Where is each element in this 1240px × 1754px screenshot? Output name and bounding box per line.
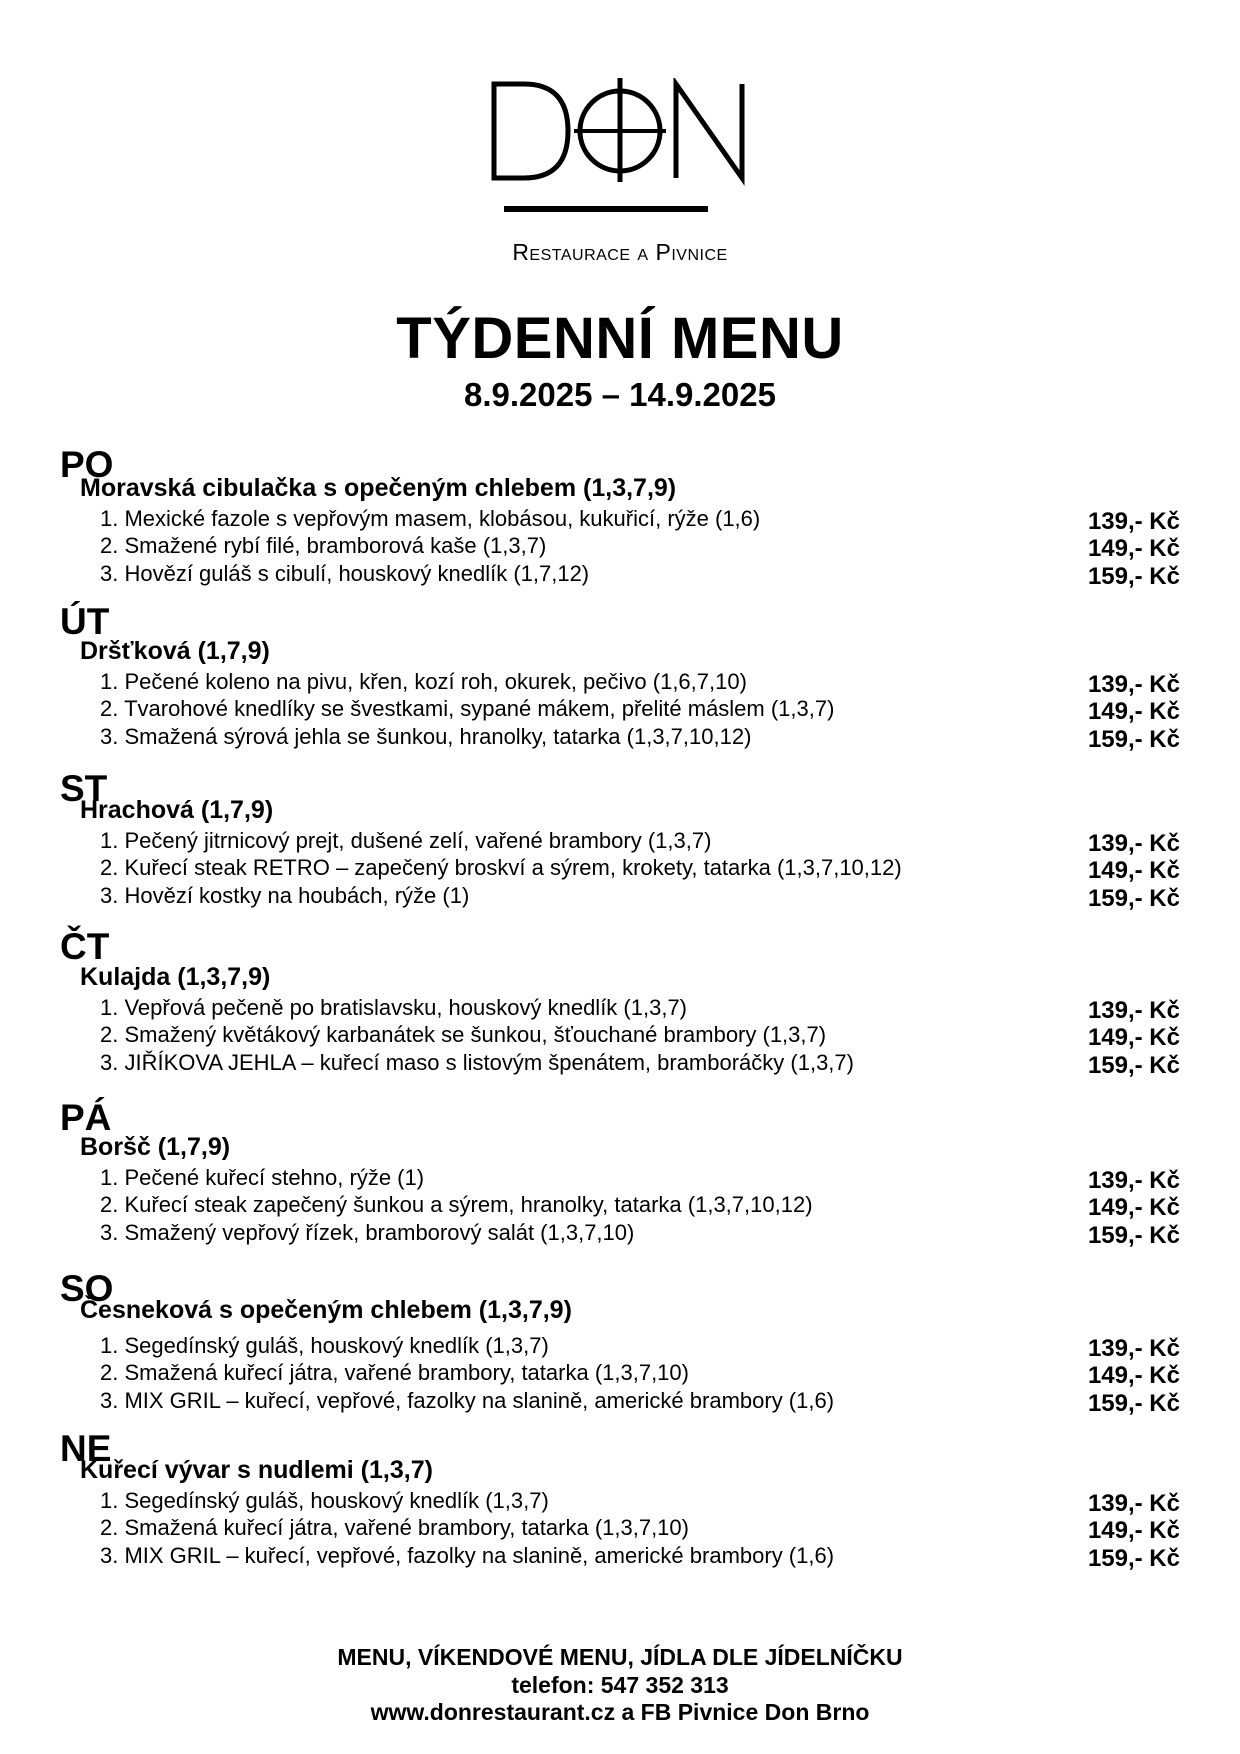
menu-item (100, 995, 1180, 1024)
menu-item-text: 2. Kuřecí steak zapečený šunkou a sýrem, hranolky, tatarka (1,3,7,10,12) (100, 1192, 813, 1217)
menu-item (100, 1220, 1180, 1249)
menu-item-price: 159,- Kč (1087, 726, 1180, 753)
menu-item-price: 149,- Kč (1087, 857, 1180, 884)
menu-item (100, 1488, 1180, 1517)
footer-phone: telefon: 547 352 313 (511, 1672, 729, 1698)
soup-of-the-day: Kulajda (1,3,7,9) (80, 963, 271, 991)
menu-item-text: 2. Smažená kuřecí játra, vařené brambory, tatarka (1,3,7,10) (100, 1360, 689, 1385)
menu-item-text: 2. Smažená kuřecí játra, vařené brambory, tatarka (1,3,7,10) (100, 1515, 689, 1540)
menu-item (100, 828, 1180, 857)
menu-item-text: 3. Hovězí guláš s cibulí, houskový knedlík (1,7,12) (100, 561, 590, 586)
footer-services: MENU, VÍKENDOVÉ MENU, JÍDLA DLE JÍDELNÍČKU (337, 1644, 903, 1670)
menu-item (100, 1022, 1180, 1051)
day-code: NE (60, 1428, 112, 1469)
menu-item-price: 159,- Kč (1087, 885, 1180, 912)
menu-item (100, 883, 1180, 912)
menu-item-price: 139,- Kč (1087, 508, 1180, 535)
menu-item-price: 149,- Kč (1087, 1362, 1180, 1389)
menu-item (100, 1192, 1180, 1221)
menu-item (100, 669, 1180, 698)
menu-item-text: 3. Hovězí kostky na houbách, rýže (1) (100, 883, 470, 908)
page-title: TÝDENNÍ MENU (396, 306, 844, 371)
menu-item-price: 159,- Kč (1087, 563, 1180, 590)
menu-item-price: 139,- Kč (1087, 1167, 1180, 1194)
menu-item-text: 3. Smažený vepřový řízek, bramborový salát (1,3,7,10) (100, 1220, 635, 1245)
menu-item (100, 724, 1180, 753)
menu-item-price: 139,- Kč (1087, 671, 1180, 698)
menu-item-price: 159,- Kč (1087, 1052, 1180, 1079)
soup-of-the-day: Česneková s opečeným chlebem (1,3,7,9) (80, 1296, 572, 1324)
logo-subtitle: Restaurace a Pivnice (512, 239, 728, 265)
menu-item (100, 533, 1180, 562)
menu-item-price: 139,- Kč (1087, 997, 1180, 1024)
day-code: ST (60, 768, 108, 809)
menu-item (100, 1333, 1180, 1362)
soup-of-the-day: Hrachová (1,7,9) (80, 796, 274, 824)
menu-item-price: 139,- Kč (1087, 830, 1180, 857)
soup-of-the-day: Moravská cibulačka s opečeným chlebem (1,3,7,9) (80, 474, 677, 502)
menu-item-price: 149,- Kč (1087, 1024, 1180, 1051)
menu-item-text: 1. Pečené kuřecí stehno, rýže (1) (100, 1165, 425, 1190)
menu-item-text: 2. Smažený květákový karbanátek se šunkou, šťouchané brambory (1,3,7) (100, 1022, 827, 1047)
footer-website: www.donrestaurant.cz a FB Pivnice Don Brno (370, 1699, 870, 1725)
menu-item-text: 3. MIX GRIL – kuřecí, vepřové, fazolky na slanině, americké brambory (1,6) (100, 1543, 835, 1568)
date-range: 8.9.2025 – 14.9.2025 (464, 376, 776, 413)
menu-item (100, 696, 1180, 725)
menu-item (100, 855, 1180, 884)
menu-item-text: 1. Pečené koleno na pivu, křen, kozí roh, okurek, pečivo (1,6,7,10) (100, 669, 747, 694)
menu-item (100, 1388, 1180, 1417)
don-logo-mark (490, 78, 750, 213)
menu-item (100, 506, 1180, 535)
day-code: ÚT (60, 601, 110, 642)
menu-item-price: 149,- Kč (1087, 1194, 1180, 1221)
day-code: PÁ (60, 1097, 112, 1138)
menu-item-price: 149,- Kč (1087, 698, 1180, 725)
menu-item-text: 2. Kuřecí steak RETRO – zapečený broskví a sýrem, krokety, tatarka (1,3,7,10,12) (100, 855, 902, 880)
menu-item-text: 1. Pečený jitrnicový prejt, dušené zelí, vařené brambory (1,3,7) (100, 828, 712, 853)
soup-of-the-day: Kuřecí vývar s nudlemi (1,3,7) (80, 1456, 433, 1484)
menu-item-price: 139,- Kč (1087, 1335, 1180, 1362)
menu-item (100, 1165, 1180, 1194)
menu-item-text: 2. Smažené rybí filé, bramborová kaše (1,3,7) (100, 533, 547, 558)
menu-item-text: 1. Segedínský guláš, houskový knedlík (1,3,7) (100, 1488, 549, 1513)
menu-item-price: 139,- Kč (1087, 1490, 1180, 1517)
menu-item-text: 1. Mexické fazole s vepřovým masem, klobásou, kukuřicí, rýže (1,6) (100, 506, 761, 531)
day-code: SO (60, 1268, 114, 1309)
menu-item (100, 1050, 1180, 1079)
menu-item (100, 1360, 1180, 1389)
menu-item (100, 561, 1180, 590)
restaurant-logo (0, 78, 1240, 266)
menu-item-price: 159,- Kč (1087, 1222, 1180, 1249)
menu-item-text: 1. Segedínský guláš, houskový knedlík (1,3,7) (100, 1333, 549, 1358)
soup-of-the-day: Boršč (1,7,9) (80, 1133, 231, 1161)
menu-item-price: 149,- Kč (1087, 1517, 1180, 1544)
menu-item-text: 3. MIX GRIL – kuřecí, vepřové, fazolky na slanině, americké brambory (1,6) (100, 1388, 835, 1413)
day-code: PO (60, 444, 114, 485)
menu-item-text: 3. JIŘÍKOVA JEHLA – kuřecí maso s listovým špenátem, bramboráčky (1,3,7) (100, 1050, 854, 1075)
soup-of-the-day: Dršťková (1,7,9) (80, 637, 270, 665)
menu-item (100, 1543, 1180, 1572)
day-code: ČT (60, 926, 110, 967)
menu-item-text: 1. Vepřová pečeně po bratislavsku, houskový knedlík (1,3,7) (100, 995, 688, 1020)
menu-item-price: 149,- Kč (1087, 535, 1180, 562)
menu-item-price: 159,- Kč (1087, 1545, 1180, 1572)
menu-item-price: 159,- Kč (1087, 1390, 1180, 1417)
menu-item (100, 1515, 1180, 1544)
menu-item-text: 2. Tvarohové knedlíky se švestkami, sypané mákem, přelité máslem (1,3,7) (100, 696, 835, 721)
menu-item-text: 3. Smažená sýrová jehla se šunkou, hranolky, tatarka (1,3,7,10,12) (100, 724, 752, 749)
